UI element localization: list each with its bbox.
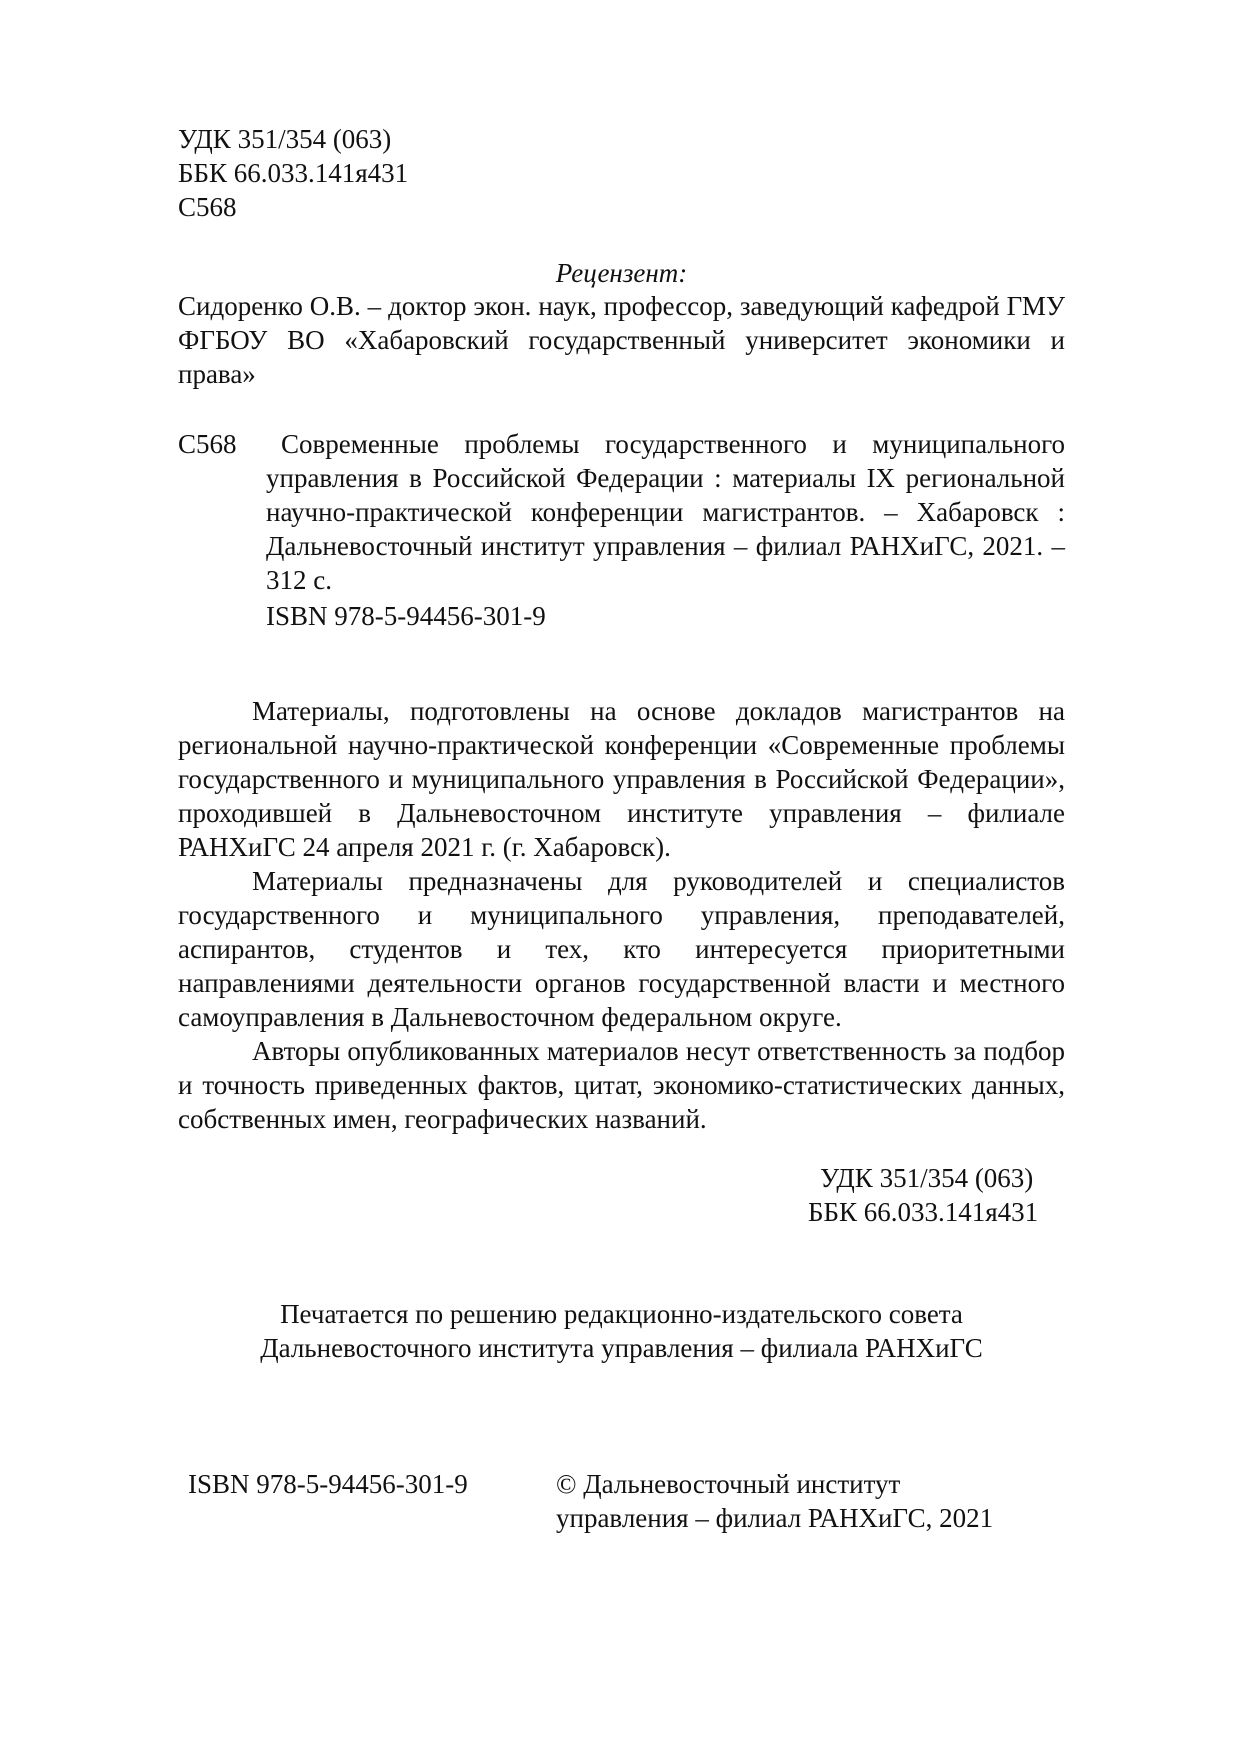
copyright-notice <box>556 1467 1076 1535</box>
copyright-line: управления – филиал РАНХиГС, 2021 <box>556 1503 994 1533</box>
print-note-line: Печатается по решению редакционно-издательского совета <box>280 1299 963 1329</box>
bibliographic-isbn: ISBN 978-5-94456-301-9 <box>266 601 546 631</box>
print-note-line: Дальневосточного института управления – филиала РАНХиГС <box>260 1333 983 1363</box>
udk-code: УДК 351/354 (063) <box>178 124 392 154</box>
bbk-code: ББК 66.033.141я431 <box>808 1197 1039 1227</box>
bbk-code: ББК 66.033.141я431 <box>178 158 409 188</box>
reviewer-text: Сидоренко О.В. – доктор экон. наук, профессор, заведующий кафедрой ГМУ ФГБОУ ВО «Хабаровский государственный университет экономики и права» <box>178 291 1065 389</box>
udk-code: УДК 351/354 (063) <box>820 1163 1034 1193</box>
print-approval-note <box>178 1297 1065 1365</box>
copyright-line: © Дальневосточный институт <box>556 1469 901 1499</box>
bibliographic-code: С568 <box>178 429 237 459</box>
classification-codes-top <box>178 122 578 224</box>
annotation <box>178 694 1065 1136</box>
classification-codes-right <box>808 1161 1068 1229</box>
reviewer-heading: Рецензент: <box>555 258 688 288</box>
author-mark: С568 <box>178 192 237 222</box>
annotation-paragraph: Авторы опубликованных материалов несут ответственность за подбор и точность приведенных фактов, цитат, экономико-статистических данных, собственных имен, географических названий. <box>178 1036 1065 1134</box>
annotation-paragraph: Материалы предназначены для руководителей и специалистов государственного и муниципального управления, преподавателей, аспирантов, студентов и тех, кто интересуется приоритетными направлениями деятельности органов государственной власти и местного самоуправления в Дальневосточном федеральном округе. <box>178 866 1065 1032</box>
annotation-paragraph: Материалы, подготовлены на основе докладов магистрантов на региональной научно-практической конференции «Современные проблемы государственного и муниципального управления в Российской Федерации», проходившей в Дальневосточном институте управления – филиале РАНХиГС 24 апреля 2021 г. (г. Хабаровск). <box>178 696 1065 862</box>
bibliographic-description: Современные проблемы государственного и муниципального управления в Российской Федерации : материалы IX региональной научно-практической конференции магистрантов. – Хабаровск : Дальневосточный институт управления – филиал РАНХиГС, 2021. – 312 с. <box>266 429 1065 595</box>
footer-isbn: ISBN 978-5-94456-301-9 <box>188 1469 468 1499</box>
